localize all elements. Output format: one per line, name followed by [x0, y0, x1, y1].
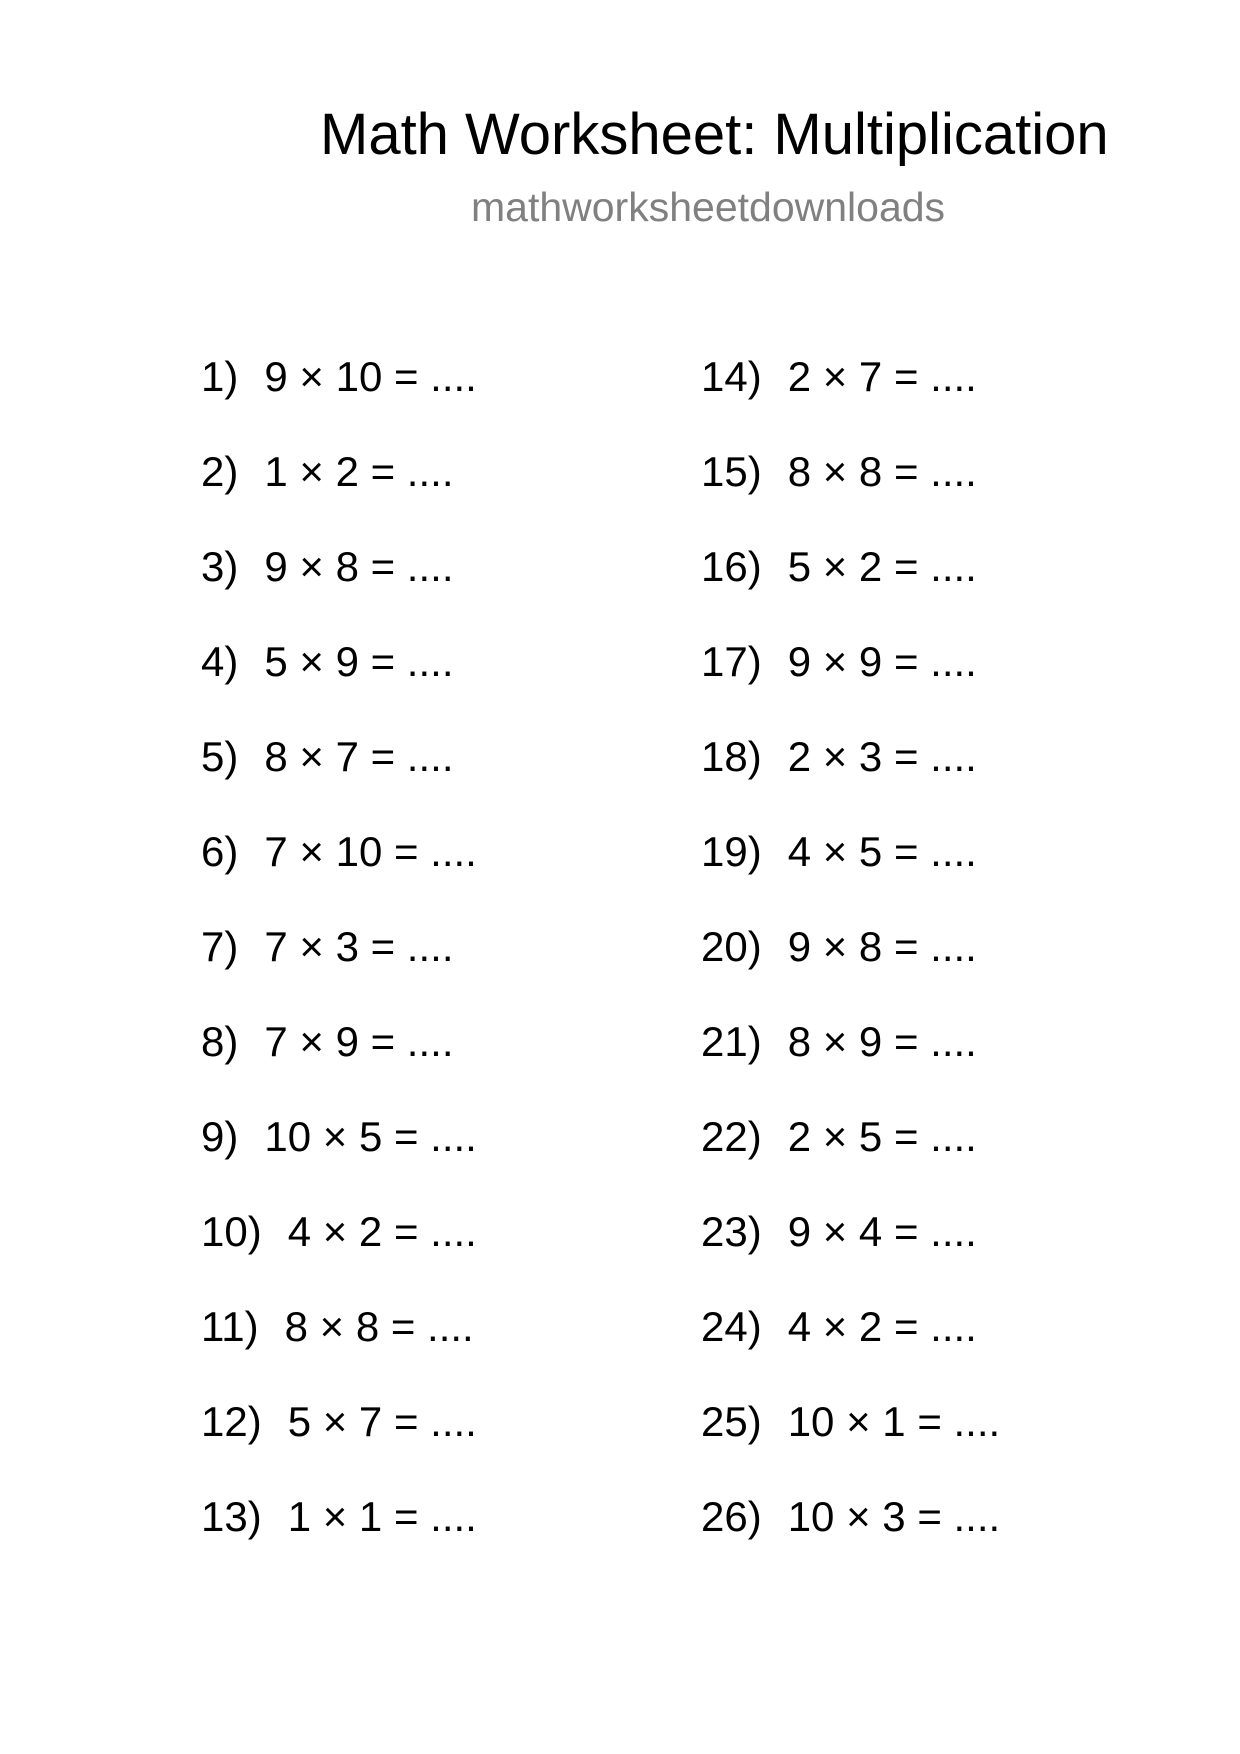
worksheet-subtitle: mathworksheetdownloads	[471, 184, 946, 230]
problem-column-left	[201, 349, 477, 1584]
problem-number: 1)	[201, 353, 239, 400]
problem-expression: 1 × 2 = ....	[264, 448, 454, 495]
problem-item	[201, 349, 477, 444]
problem-item	[701, 1014, 1000, 1109]
problem-number: 11)	[201, 1303, 259, 1350]
problem-expression: 7 × 9 = ....	[264, 1018, 454, 1065]
problem-item	[201, 634, 477, 729]
problem-item	[201, 1109, 477, 1204]
problem-item	[201, 919, 477, 1014]
problem-number: 7)	[201, 923, 239, 970]
problem-number: 9)	[201, 1113, 239, 1160]
problem-number: 14)	[701, 353, 762, 400]
problem-number: 4)	[201, 638, 239, 685]
problem-item	[201, 1299, 477, 1394]
problem-expression: 8 × 9 = ....	[787, 1018, 977, 1065]
worksheet-title: Math Worksheet: Multiplication	[320, 102, 1109, 167]
problem-item	[201, 824, 477, 919]
problem-item	[201, 1394, 477, 1489]
problem-item	[201, 729, 477, 824]
problem-expression: 10 × 5 = ....	[264, 1113, 477, 1160]
problem-number: 25)	[701, 1398, 762, 1445]
problem-expression: 10 × 1 = ....	[787, 1398, 1001, 1445]
problem-number: 8)	[201, 1018, 239, 1065]
problem-item	[701, 919, 1000, 1014]
problem-item	[701, 824, 1000, 919]
problem-expression: 5 × 7 = ....	[287, 1398, 477, 1445]
problem-number: 18)	[701, 733, 762, 780]
problem-item	[201, 1489, 477, 1584]
problem-expression: 2 × 5 = ....	[787, 1113, 977, 1160]
problem-number: 6)	[201, 828, 239, 875]
problem-number: 10)	[201, 1208, 262, 1255]
problem-expression: 9 × 8 = ....	[787, 923, 977, 970]
problem-number: 5)	[201, 733, 239, 780]
problem-item	[201, 444, 477, 539]
problem-number: 17)	[701, 638, 762, 685]
problem-expression: 4 × 5 = ....	[787, 828, 977, 875]
problem-item	[701, 1204, 1000, 1299]
problem-number: 16)	[701, 543, 762, 590]
problem-number: 2)	[201, 448, 239, 495]
problem-expression: 2 × 7 = ....	[787, 353, 977, 400]
problem-expression: 9 × 10 = ....	[264, 353, 477, 400]
problem-number: 20)	[701, 923, 762, 970]
problem-expression: 1 × 1 = ....	[287, 1493, 477, 1540]
problem-number: 22)	[701, 1113, 762, 1160]
problem-item	[201, 1204, 477, 1299]
problem-number: 12)	[201, 1398, 262, 1445]
problem-expression: 7 × 3 = ....	[264, 923, 454, 970]
problem-number: 21)	[701, 1018, 762, 1065]
problem-item	[701, 539, 1000, 634]
problem-expression: 4 × 2 = ....	[787, 1303, 977, 1350]
problem-expression: 4 × 2 = ....	[287, 1208, 477, 1255]
problem-item	[701, 634, 1000, 729]
problem-column-right	[701, 349, 1000, 1584]
problem-item	[701, 1299, 1000, 1394]
problem-expression: 7 × 10 = ....	[264, 828, 477, 875]
problem-number: 24)	[701, 1303, 762, 1350]
problem-expression: 5 × 2 = ....	[787, 543, 977, 590]
problem-expression: 8 × 7 = ....	[264, 733, 454, 780]
problem-item	[701, 1489, 1000, 1584]
problem-expression: 5 × 9 = ....	[264, 638, 454, 685]
problem-number: 19)	[701, 828, 762, 875]
problem-item	[701, 444, 1000, 539]
problem-number: 13)	[201, 1493, 262, 1540]
problem-number: 15)	[701, 448, 762, 495]
problem-number: 3)	[201, 543, 239, 590]
problem-expression: 10 × 3 = ....	[787, 1493, 1001, 1540]
problem-expression: 9 × 8 = ....	[264, 543, 454, 590]
problem-number: 26)	[701, 1493, 762, 1540]
problem-item	[201, 1014, 477, 1109]
problem-expression: 8 × 8 = ....	[787, 448, 977, 495]
problem-expression: 8 × 8 = ....	[284, 1303, 474, 1350]
problem-item	[201, 539, 477, 634]
problem-item	[701, 729, 1000, 824]
problem-expression: 9 × 9 = ....	[787, 638, 977, 685]
problem-number: 23)	[701, 1208, 762, 1255]
problem-expression: 2 × 3 = ....	[787, 733, 977, 780]
problem-expression: 9 × 4 = ....	[787, 1208, 977, 1255]
problem-item	[701, 1394, 1000, 1489]
problem-item	[701, 349, 1000, 444]
problem-item	[701, 1109, 1000, 1204]
